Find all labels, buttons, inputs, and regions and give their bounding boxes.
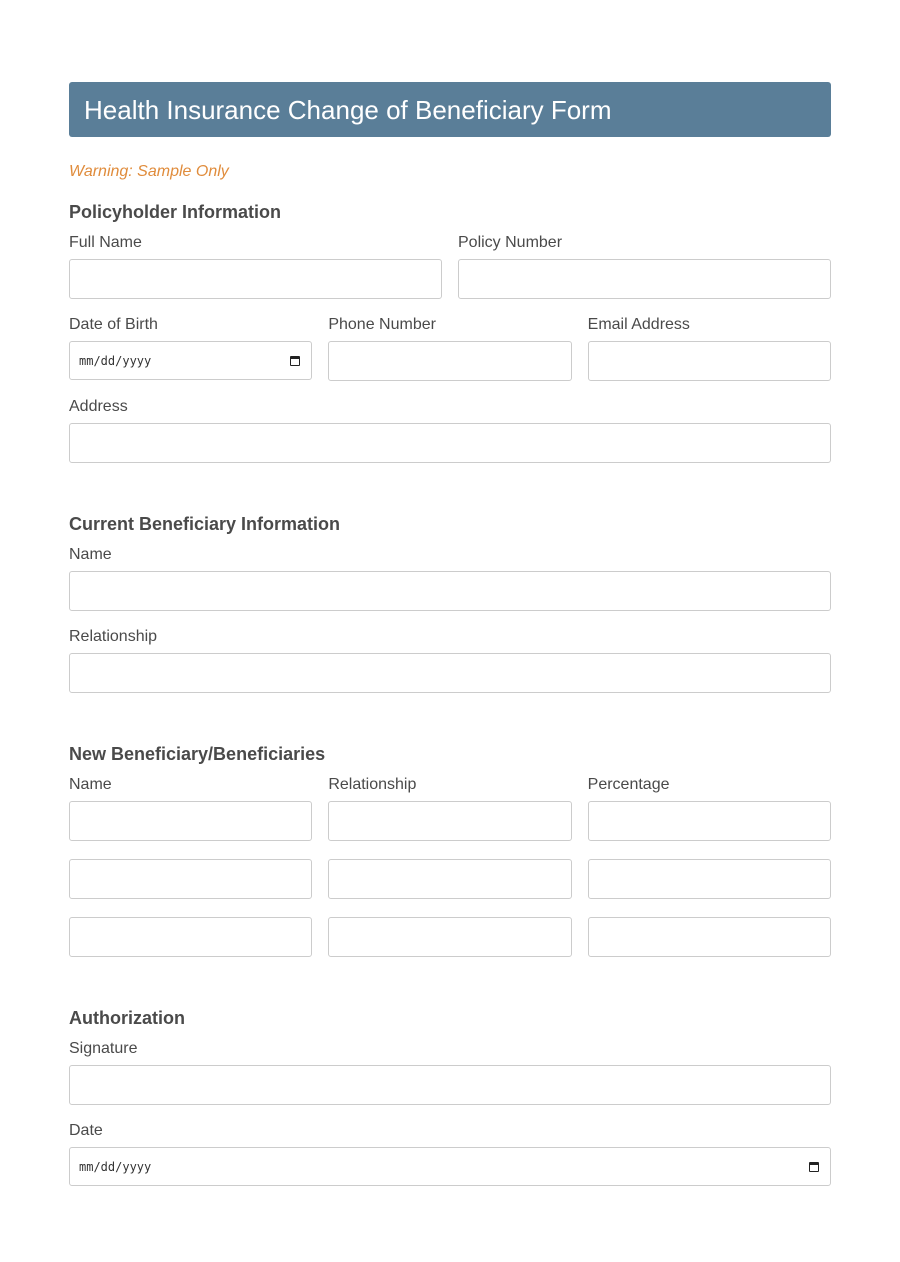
new-beneficiary-name-column-label: Name [69, 776, 112, 793]
address-label: Address [69, 398, 128, 415]
new-beneficiary-row [69, 859, 831, 899]
new-beneficiary-relationship-input[interactable] [328, 859, 571, 899]
form-title: Health Insurance Change of Beneficiary Form [84, 94, 612, 125]
form-title-bar [69, 82, 831, 137]
new-beneficiary-percentage-input[interactable] [588, 801, 831, 841]
signature-input[interactable] [69, 1065, 831, 1105]
new-beneficiary-percentage-input[interactable] [588, 859, 831, 899]
new-beneficiary-row [69, 917, 831, 957]
authorization-section [69, 1007, 831, 1186]
authorization-section-title: Authorization [69, 1008, 185, 1028]
current-beneficiary-relationship-input[interactable] [69, 653, 831, 693]
new-beneficiary-percentage-column-label: Percentage [587, 776, 670, 793]
authorization-date-placeholder: mm/dd/yyyy [79, 1159, 152, 1174]
signature-label: Signature [69, 1040, 138, 1057]
new-beneficiary-percentage-input[interactable] [588, 917, 831, 957]
new-beneficiary-relationship-input[interactable] [328, 801, 571, 841]
full-name-label: Full Name [69, 234, 142, 251]
email-label: Email Address [587, 316, 690, 333]
new-beneficiary-row [69, 801, 831, 841]
beneficiary-form [69, 82, 831, 1186]
calendar-icon[interactable] [809, 1162, 819, 1172]
current-beneficiary-name-input[interactable] [69, 571, 831, 611]
current-beneficiary-section [69, 513, 831, 693]
policy-number-label: Policy Number [458, 234, 563, 251]
dob-date-input[interactable] [69, 341, 312, 380]
dob-label: Date of Birth [69, 316, 158, 333]
new-beneficiary-name-input[interactable] [69, 859, 312, 899]
dob-placeholder: mm/dd/yyyy [79, 353, 152, 368]
new-beneficiaries-section [69, 743, 831, 957]
current-beneficiary-relationship-label: Relationship [69, 628, 158, 645]
policy-number-input[interactable] [458, 259, 831, 299]
email-input[interactable] [588, 341, 831, 381]
current-beneficiary-name-label: Name [69, 546, 112, 563]
policyholder-section-title: Policyholder Information [69, 202, 282, 222]
full-name-input[interactable] [69, 259, 442, 299]
new-beneficiaries-section-title: New Beneficiary/Beneficiaries [69, 744, 326, 764]
authorization-date-label: Date [69, 1122, 103, 1139]
phone-label: Phone Number [328, 316, 436, 333]
address-input[interactable] [69, 423, 831, 463]
authorization-date-input[interactable] [69, 1147, 831, 1186]
new-beneficiary-relationship-input[interactable] [328, 917, 571, 957]
new-beneficiary-name-input[interactable] [69, 917, 312, 957]
policyholder-section [69, 201, 831, 463]
new-beneficiary-name-input[interactable] [69, 801, 312, 841]
phone-input[interactable] [328, 341, 571, 381]
calendar-icon[interactable] [290, 356, 300, 366]
sample-warning: Warning: Sample Only [69, 163, 229, 180]
new-beneficiary-relationship-column-label: Relationship [328, 776, 417, 793]
current-beneficiary-section-title: Current Beneficiary Information [69, 514, 341, 534]
